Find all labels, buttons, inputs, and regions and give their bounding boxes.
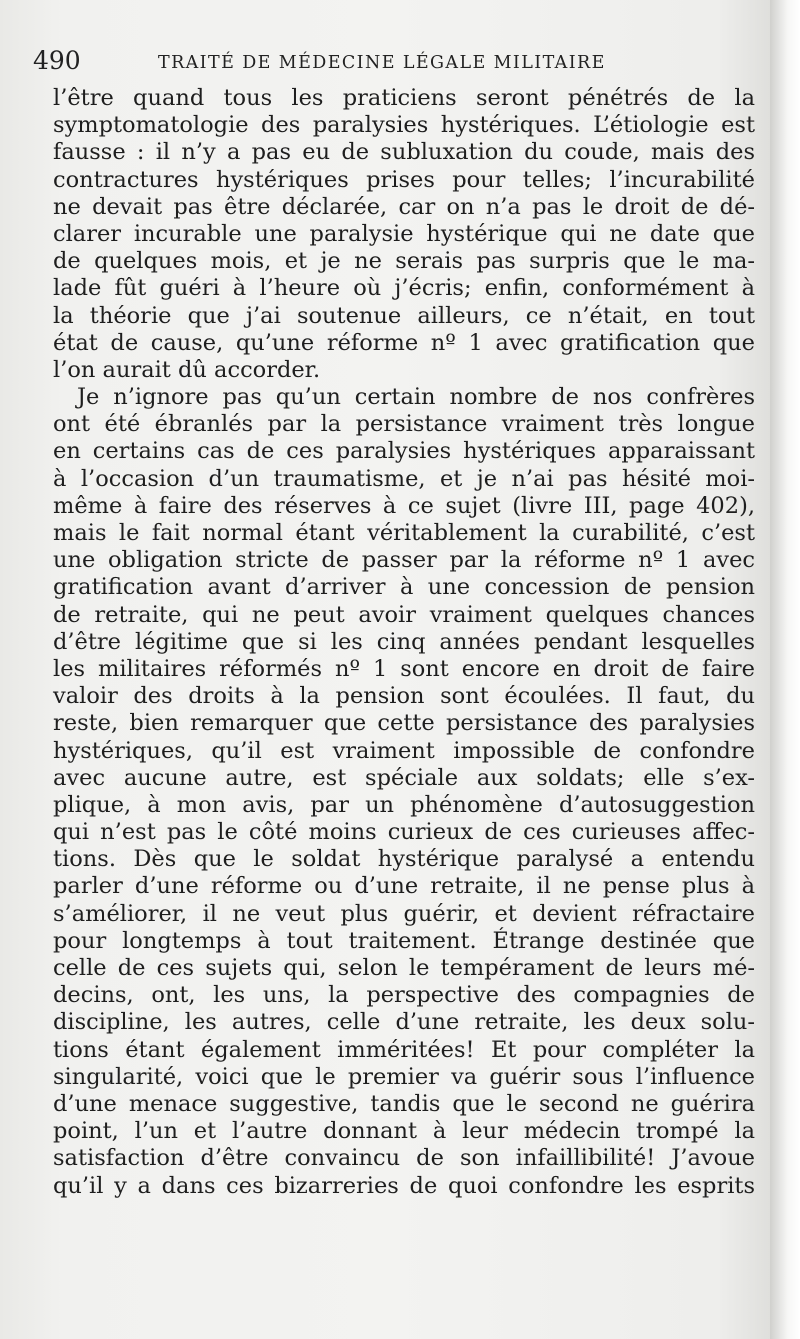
text-line: satisfaction d’être convaincu de son infaillibilité! J’avoue xyxy=(53,1145,755,1172)
text-line: clarer incurable une paralysie hystérique qui ne date que xyxy=(53,220,755,247)
text-line: celle de ces sujets qui, selon le tempérament de leurs mé- xyxy=(53,955,755,981)
text-line: parler d’une réforme ou d’une retraite, il ne pense plus à xyxy=(53,873,755,900)
text-line: d’être légitime que si les cinq années pendant lesquelles xyxy=(53,628,755,655)
text-line: état de cause, qu’une réforme nº 1 avec gratification que xyxy=(53,329,755,356)
text-line: s’améliorer, il ne veut plus guérir, et devient réfractaire xyxy=(53,900,755,927)
paragraph-end-line: l’on aurait dû accorder. xyxy=(53,356,321,383)
text-line: symptomatologie des paralysies hystériques. L’étiologie est xyxy=(53,112,755,139)
page-header xyxy=(30,44,770,78)
text-line: gratification avant d’arriver à une concession de pension xyxy=(53,574,755,601)
text-line: singularité, voici que le premier va guérir sous l’influence xyxy=(53,1063,755,1090)
text-line: qui n’est pas le côté moins curieux de ces curieuses affec- xyxy=(53,819,755,846)
page-number: 490 xyxy=(33,46,81,75)
text-line: valoir des droits à la pension sont écoulées. Il faut, du xyxy=(53,683,755,710)
text-line: contractures hystériques prises pour telles; l’incurabilité xyxy=(53,166,755,193)
text-line: ont été ébranlés par la persistance vraiment très longue xyxy=(53,411,755,438)
text-line: plique, à mon avis, par un phénomène d’autosuggestion xyxy=(53,791,755,818)
text-line: ne devait pas être déclarée, car on n’a pas le droit de dé- xyxy=(53,193,755,220)
text-line: mais le fait normal étant véritablement la curabilité, c’est xyxy=(53,520,755,546)
text-line: reste, bien remarquer que cette persistance des paralysies xyxy=(53,710,755,737)
text-line: fausse : il n’y a pas eu de subluxation du coude, mais des xyxy=(53,139,755,166)
text-line: qu’il y a dans ces bizarreries de quoi confondre les esprits xyxy=(53,1172,755,1199)
text-line: tions étant également imméritées! Et pour compléter la xyxy=(53,1036,755,1063)
text-line: en certains cas de ces paralysies hystériques apparaissant xyxy=(53,438,755,465)
text-line: lade fût guéri à l’heure où j’écris; enfin, conformément à xyxy=(53,275,755,302)
paragraph-first-line: Je n’ignore pas qu’un certain nombre de nos confrères xyxy=(77,384,755,411)
text-line: decins, ont, les uns, la perspective des compagnies de xyxy=(53,982,755,1009)
body-text xyxy=(53,85,755,1200)
text-line: la théorie que j’ai soutenue ailleurs, ce n’était, en tout xyxy=(53,302,755,329)
running-title: TRAITÉ DE MÉDECINE LÉGALE MILITAIRE xyxy=(158,53,606,73)
text-line: hystériques, qu’il est vraiment impossible de confondre xyxy=(53,737,755,764)
text-line: avec aucune autre, est spéciale aux soldats; elle s’ex- xyxy=(53,764,755,791)
text-line: pour longtemps à tout traitement. Étrange destinée que xyxy=(53,927,755,954)
text-line: tions. Dès que le soldat hystérique paralysé a entendu xyxy=(53,846,755,873)
text-line: de quelques mois, et je ne serais pas surpris que le ma- xyxy=(53,248,755,275)
text-line: de retraite, qui ne peut avoir vraiment quelques chances xyxy=(53,601,755,628)
text-line: l’être quand tous les praticiens seront pénétrés de la xyxy=(53,85,755,111)
text-line: point, l’un et l’autre donnant à leur médecin trompé la xyxy=(53,1118,755,1145)
text-line: discipline, les autres, celle d’une retraite, les deux solu- xyxy=(53,1009,755,1036)
text-line: d’une menace suggestive, tandis que le second ne guérira xyxy=(53,1090,755,1117)
text-line: une obligation stricte de passer par la réforme nº 1 avec xyxy=(53,547,755,574)
text-line: à l’occasion d’un traumatisme, et je n’ai pas hésité moi- xyxy=(53,465,755,492)
page-edge-shadow xyxy=(770,0,800,1339)
text-line: même à faire des réserves à ce sujet (livre III, page 402), xyxy=(53,492,755,519)
text-line: les militaires réformés nº 1 sont encore en droit de faire xyxy=(53,655,755,682)
